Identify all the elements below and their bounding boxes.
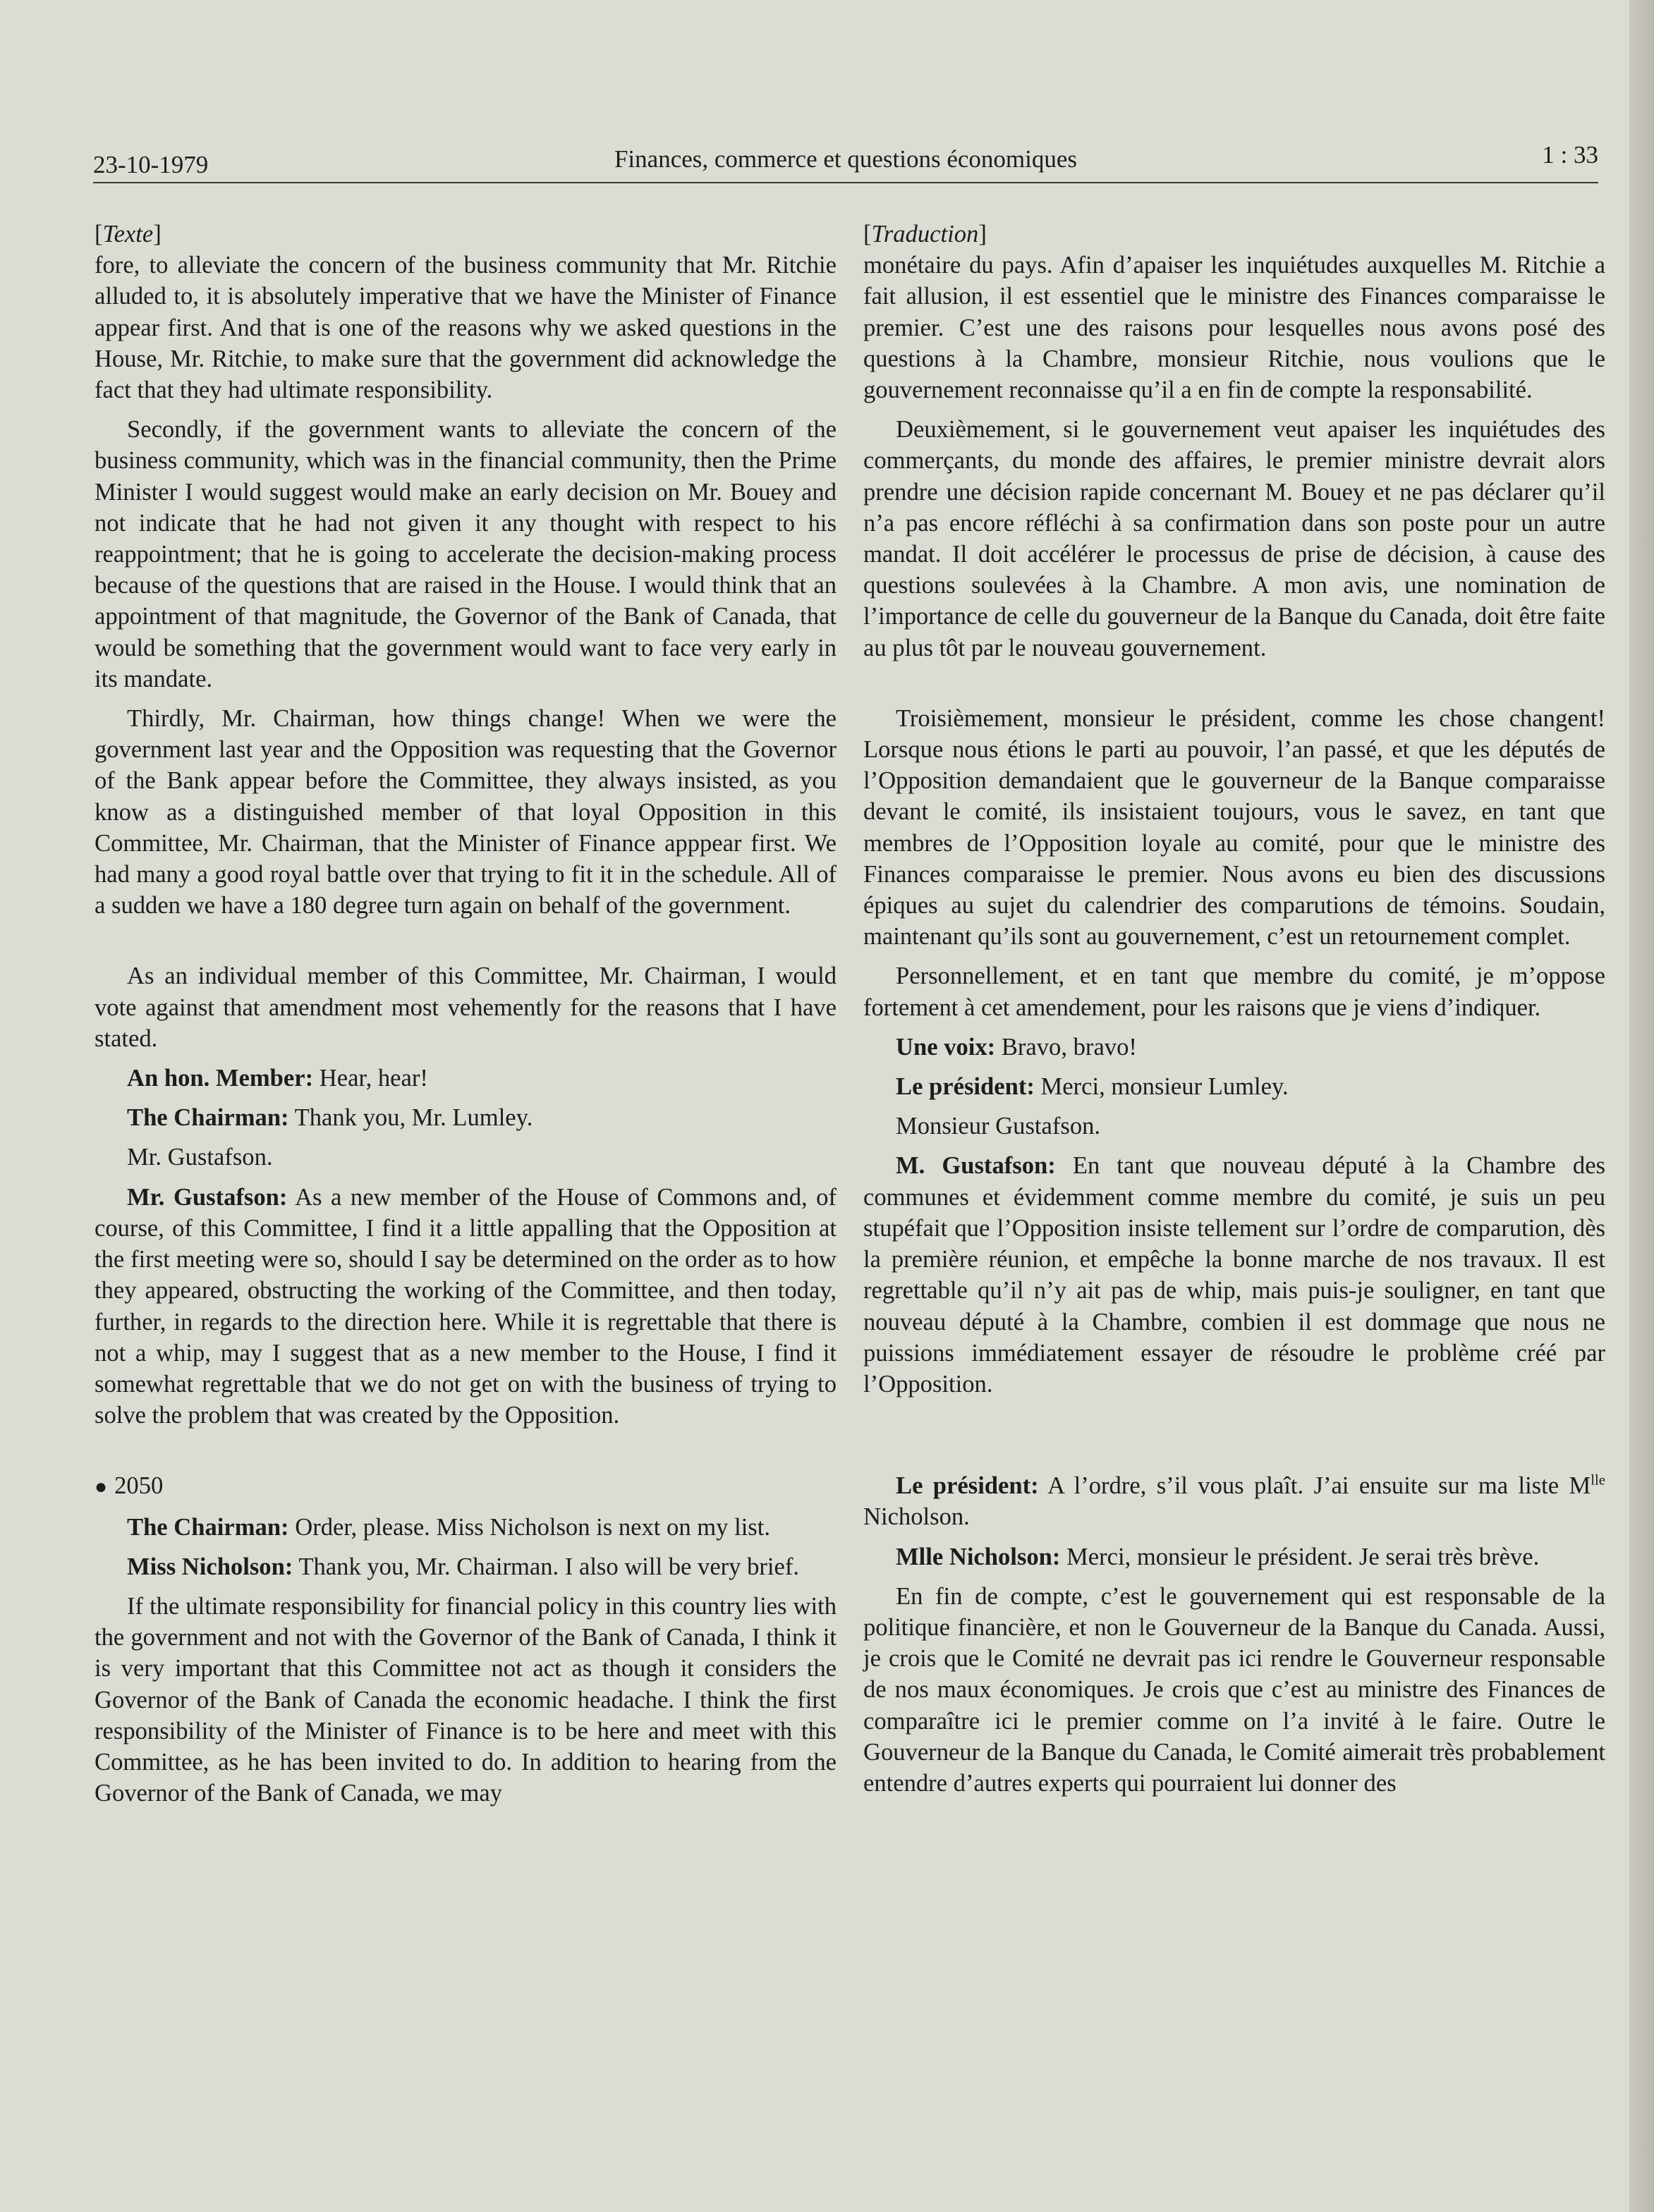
speaker-name: Mlle Nicholson: — [896, 1543, 1061, 1570]
paragraph: Deuxièmement, si le gouvernement veut apaiser les inquiétudes des commerçants, du monde des affaires, le premier ministre devrait alors prendre une décision rapide concernant M. Bouey et ne pas déclarer qu’il n’a pas encore réfléchi à sa confirmation dans son poste pour un autre mandat. Il doit accélérer le processus de prise de décision, à cause des questions soulevées à la Chambre. A mon avis, une nomination de l’importance de celle du gouverneur de la Banque du Canada, doit être faite au plus tôt par le nouveau gouvernement. — [863, 416, 1605, 661]
column-tag: [Traduction] — [863, 221, 987, 248]
speech-text: Bravo, bravo! — [1001, 1033, 1137, 1061]
header-page-number: 1 : 33 — [1542, 141, 1598, 169]
header-rule — [93, 182, 1598, 183]
speech-text: Hear, hear! — [319, 1065, 428, 1092]
speech — [95, 1182, 837, 1431]
speaker-name: Une voix: — [896, 1033, 996, 1061]
french-column — [863, 219, 1605, 1807]
speech — [863, 1470, 1605, 1532]
header-title: Finances, commerce et questions économiques — [614, 145, 1078, 173]
speaker-name: Le président: — [896, 1472, 1039, 1500]
speech-text: Thank you, Mr. Lumley. — [294, 1104, 533, 1132]
paragraph: Secondly, if the government wants to alleviate the concern of the business community, which was in the financial community, then the Prime Minister I would suggest would make an early decision on Mr. Bouey and not indicate that he had not given it any thought with respect to his reappointment; that he is going to accelerate the decision-making process because of the questions that are raised in the House. I would think that an appointment of that magnitude, the Governor of the Bank of Canada, that would be something that the government would want to face very early in its mandate. — [95, 416, 837, 692]
paragraph: Thirdly, Mr. Chairman, how things change! When we were the government last year and the Opposition was requesting that the Governor of the Bank appear before the Committee, they always insisted, as you know as a distinguished member of that loyal Opposition in this Committee, Mr. Chairman, that the Minister of Finance apppear first. We had many a good royal battle over that trying to fit it in the schedule. All of a sudden we have a 180 degree turn again on behalf of the government. — [95, 705, 837, 919]
paragraph: Monsieur Gustafson. — [896, 1113, 1101, 1140]
speech-text: Thank you, Mr. Chairman. I also will be very brief. — [298, 1553, 800, 1580]
column-tag: [Texte] — [95, 221, 162, 248]
paragraph: Personnellement, et en tant que membre du comité, je m’oppose fortement à cet amendement, pour les raisons que je viens d’indiquer. — [863, 963, 1605, 1021]
speech — [863, 1071, 1605, 1102]
speaker-name: Mr. Gustafson: — [127, 1183, 288, 1211]
superscript: lle — [1591, 1472, 1605, 1489]
spacer — [95, 1439, 837, 1470]
speech — [863, 1541, 1605, 1572]
header-date: 23-10-1979 — [93, 151, 209, 178]
speech-text: A l’ordre, s’il vous plaît. J’ai ensuite sur ma liste M — [1047, 1472, 1591, 1500]
spacer — [863, 1408, 1605, 1439]
paragraph: En fin de compte, c’est le gouvernement qui est responsable de la politique financière, et non le Gouverneur de la Banque du Canada. Aussi, je crois que le Comité ne devrait pas ici rendre le Gouverneur responsable de nos maux économiques. Je crois que c’est au ministre des Finances de comparaître ici le premier comme on l’a invité à le faire. Outre le Gouverneur de la Banque du Canada, le Comité aimerait très probablement entendre d’autres experts qui pourraient lui donner des — [863, 1582, 1605, 1797]
column-tag-label: Texte — [102, 221, 154, 248]
speech-text: Merci, monsieur Lumley. — [1040, 1073, 1289, 1101]
bullet-icon: ● — [95, 1475, 108, 1499]
speech — [95, 1063, 837, 1094]
speech-text: Order, please. Miss Nicholson is next on my list. — [295, 1513, 771, 1541]
speaker-name: M. Gustafson: — [896, 1152, 1056, 1180]
speaker-name: Le président: — [896, 1073, 1035, 1101]
time-marker — [95, 1470, 837, 1503]
paragraph: If the ultimate responsibility for financial policy in this country lies with the government and not with the Governor of the Bank of Canada, I think it is very important that this Committee not act as though it considers the Governor of the Bank of Canada the economic headache. I think the first responsibility of the Minister of Finance is to be here and meet with this Committee, as he has been invited to do. In addition to hearing from the Governor of the Bank of Canada, we may — [95, 1592, 837, 1807]
english-column — [95, 219, 837, 1817]
speaker-name: Miss Nicholson: — [127, 1553, 293, 1580]
spacer — [863, 1439, 1605, 1470]
spacer — [95, 929, 837, 960]
paragraph: monétaire du pays. Afin d’apaiser les inquiétudes auxquelles M. Ritchie a fait allusion, il est essentiel que le ministre des Finances comparaisse le premier. C’est une des raisons pour lesquelles nous avons posé des questions à la Chambre, monsieur Ritchie, nous voulions que le gouvernement reconnaisse qu’il a en fin de compte la responsabilité. — [863, 252, 1605, 404]
speech — [863, 1150, 1605, 1400]
paragraph: As an individual member of this Committee, Mr. Chairman, I would vote against that amendment most vehemently for the reasons that I have stated. — [95, 963, 837, 1052]
paragraph: Mr. Gustafson. — [127, 1144, 273, 1171]
speech — [95, 1551, 837, 1582]
speaker-name: An hon. Member: — [127, 1065, 314, 1092]
speaker-name: The Chairman: — [127, 1513, 289, 1541]
spacer — [863, 672, 1605, 703]
speaker-name: The Chairman: — [127, 1104, 289, 1132]
speech-text: Merci, monsieur le président. Je serai très brève. — [1066, 1543, 1540, 1570]
time-value: 2050 — [114, 1472, 164, 1500]
speech-text: Nicholson. — [863, 1503, 970, 1531]
page-edge — [1629, 0, 1654, 2212]
speech — [863, 1032, 1605, 1063]
speech-text: En tant que nouveau député à la Chambre des communes et évidemment comme membre du comité, je suis un peu stupéfait que l’Opposition insiste tellement sur l’ordre de comparution, dès la première réunion, et empêche la bonne marche de nos travaux. Il est regrettable qu’il n’y ait pas de whip, mais puis-je souligner, en tant que nouveau député à la Chambre, combien il est dommage que nous ne puissions immédiatement essayer de résoudre le problème créé par l’Opposition. — [863, 1152, 1605, 1398]
speech-text: As a new member of the House of Commons and, of course, of this Committee, I find it a little appalling that the Opposition at the first meeting were so, should I say be determined on the order as to how they appeared, obstructing the working of the Committee, and then today, further, in regards to the direction here. While it is regrettable that there is not a whip, may I suggest that as a new member to the House, I find it somewhat regrettable that we do not get on with the business of trying to solve the problem that was created by the Opposition. — [95, 1183, 837, 1429]
paragraph: fore, to alleviate the concern of the business community that Mr. Ritchie alluded to, it is absolutely imperative that we have the Minister of Finance appear first. And that is one of the reasons why we asked questions in the House, Mr. Ritchie, to make sure that the government did acknowledge the fact that they had ultimate responsibility. — [95, 252, 837, 404]
speech — [95, 1512, 837, 1543]
speech — [95, 1102, 837, 1133]
paragraph: Troisièmement, monsieur le président, comme les chose changent! Lorsque nous étions le parti au pouvoir, l’an passé, et que les députés de l’Opposition demandaient que le gouverneur de la Banque comparaisse devant le comité, ils insistaient toujours, vous le savez, en tant que membres de l’Opposition loyale au comité, pour que le ministre des Finances comparaisse le premier. Nous avons eu bien des discussions épiques au sujet du calendrier des comparutions de témoins. Soudain, maintenant qu’ils sont au gouvernement, c’est un retournement complet. — [863, 704, 1605, 951]
column-tag-label: Traduction — [871, 221, 979, 248]
page-header — [93, 141, 1598, 183]
